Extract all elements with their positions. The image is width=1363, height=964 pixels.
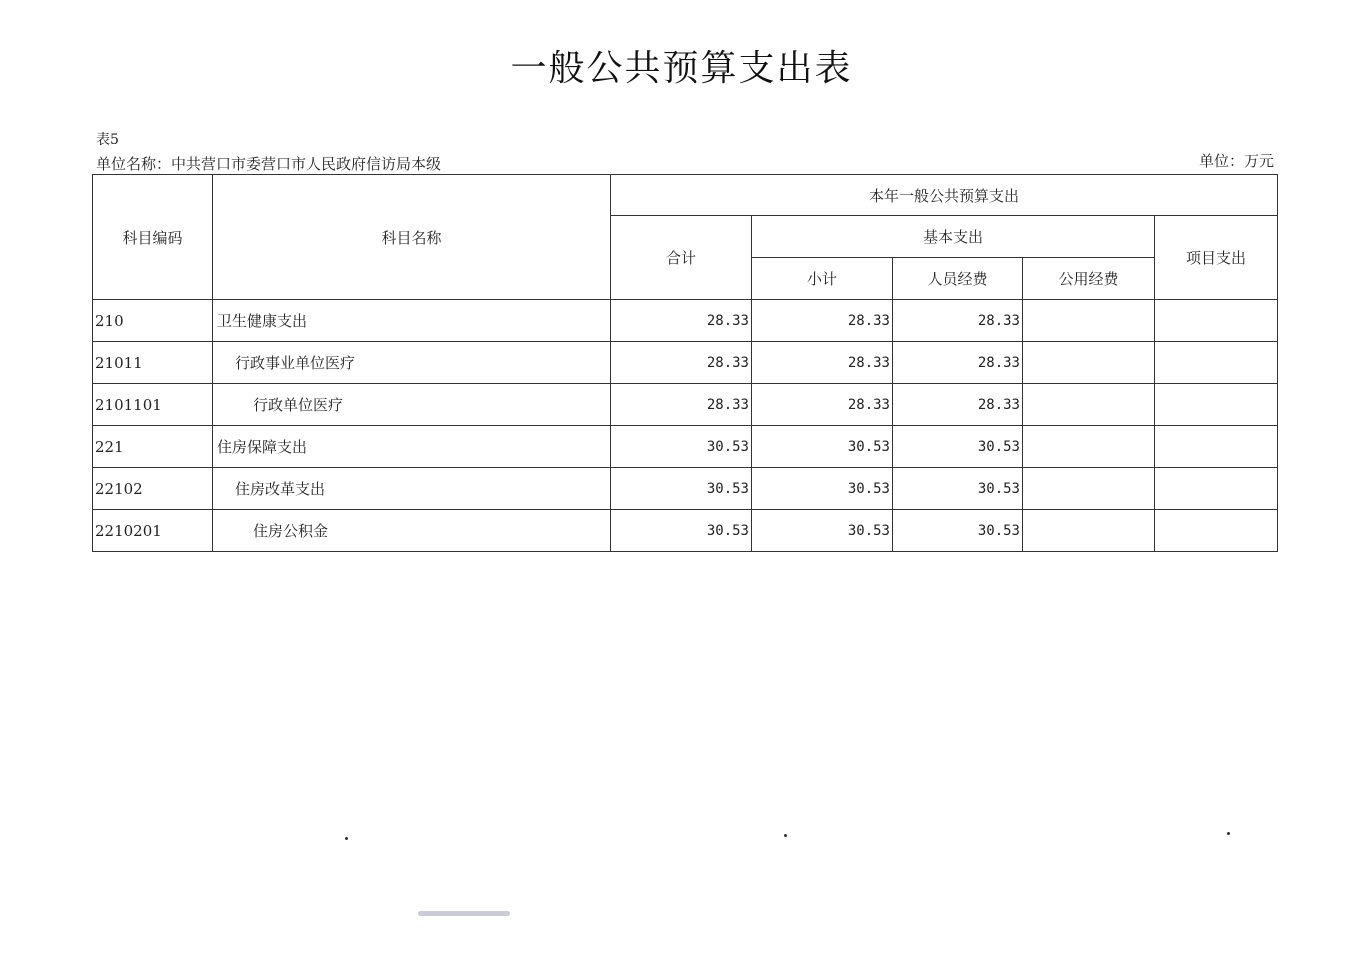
cell-public: [1023, 510, 1155, 552]
cell-personnel: 28.33: [893, 384, 1023, 426]
header-name: 科目名称: [213, 175, 611, 300]
cell-code: 22102: [93, 468, 213, 510]
cell-total: 30.53: [611, 510, 752, 552]
cell-code: 2210201: [93, 510, 213, 552]
cell-personnel: 28.33: [893, 342, 1023, 384]
cell-public: [1023, 300, 1155, 342]
cell-personnel: 30.53: [893, 426, 1023, 468]
cell-subtotal: 30.53: [752, 468, 893, 510]
table-number: 表5: [96, 132, 119, 148]
scan-speck: [1227, 832, 1230, 835]
cell-subtotal: 30.53: [752, 510, 893, 552]
unit-name: 单位名称：中共营口市委营口市人民政府信访局本级: [96, 155, 442, 173]
cell-personnel: 28.33: [893, 300, 1023, 342]
table-row: [93, 300, 1278, 342]
cell-name: 住房改革支出: [213, 468, 611, 510]
cell-code: 21011: [93, 342, 213, 384]
cell-code: 221: [93, 426, 213, 468]
cell-total: 28.33: [611, 384, 752, 426]
header-subtotal: 小计: [752, 258, 893, 300]
cell-name: 住房保障支出: [213, 426, 611, 468]
cell-code: 2101101: [93, 384, 213, 426]
scan-speck: [345, 837, 348, 840]
cell-public: [1023, 342, 1155, 384]
cell-subtotal: 28.33: [752, 384, 893, 426]
cell-total: 30.53: [611, 426, 752, 468]
cell-project: [1155, 342, 1278, 384]
header-personnel: 人员经费: [893, 258, 1023, 300]
cell-personnel: 30.53: [893, 468, 1023, 510]
table-row: [93, 426, 1278, 468]
cell-subtotal: 28.33: [752, 342, 893, 384]
budget-table: [92, 174, 1278, 552]
table-row: [93, 468, 1278, 510]
header-group: 本年一般公共预算支出: [611, 175, 1278, 216]
table-row: [93, 384, 1278, 426]
header-project: 项目支出: [1155, 216, 1278, 300]
scan-speck: [784, 834, 787, 837]
cell-code: 210: [93, 300, 213, 342]
cell-project: [1155, 300, 1278, 342]
cell-project: [1155, 426, 1278, 468]
scan-smudge: [418, 911, 510, 916]
cell-personnel: 30.53: [893, 510, 1023, 552]
header-total: 合计: [611, 216, 752, 300]
header-code: 科目编码: [93, 175, 213, 300]
cell-project: [1155, 468, 1278, 510]
cell-public: [1023, 468, 1155, 510]
cell-name: 卫生健康支出: [213, 300, 611, 342]
cell-name: 住房公积金: [213, 510, 611, 552]
currency-unit: 单位：万元: [1198, 152, 1274, 170]
cell-public: [1023, 426, 1155, 468]
cell-total: 30.53: [611, 468, 752, 510]
cell-subtotal: 28.33: [752, 300, 893, 342]
table-row: [93, 510, 1278, 552]
table-row: [93, 342, 1278, 384]
cell-name: 行政事业单位医疗: [213, 342, 611, 384]
cell-project: [1155, 384, 1278, 426]
header-public: 公用经费: [1023, 258, 1155, 300]
header-basic: 基本支出: [752, 216, 1155, 258]
cell-total: 28.33: [611, 342, 752, 384]
cell-name: 行政单位医疗: [213, 384, 611, 426]
cell-public: [1023, 384, 1155, 426]
cell-subtotal: 30.53: [752, 426, 893, 468]
page-title: 一般公共预算支出表: [510, 48, 853, 89]
cell-project: [1155, 510, 1278, 552]
cell-total: 28.33: [611, 300, 752, 342]
